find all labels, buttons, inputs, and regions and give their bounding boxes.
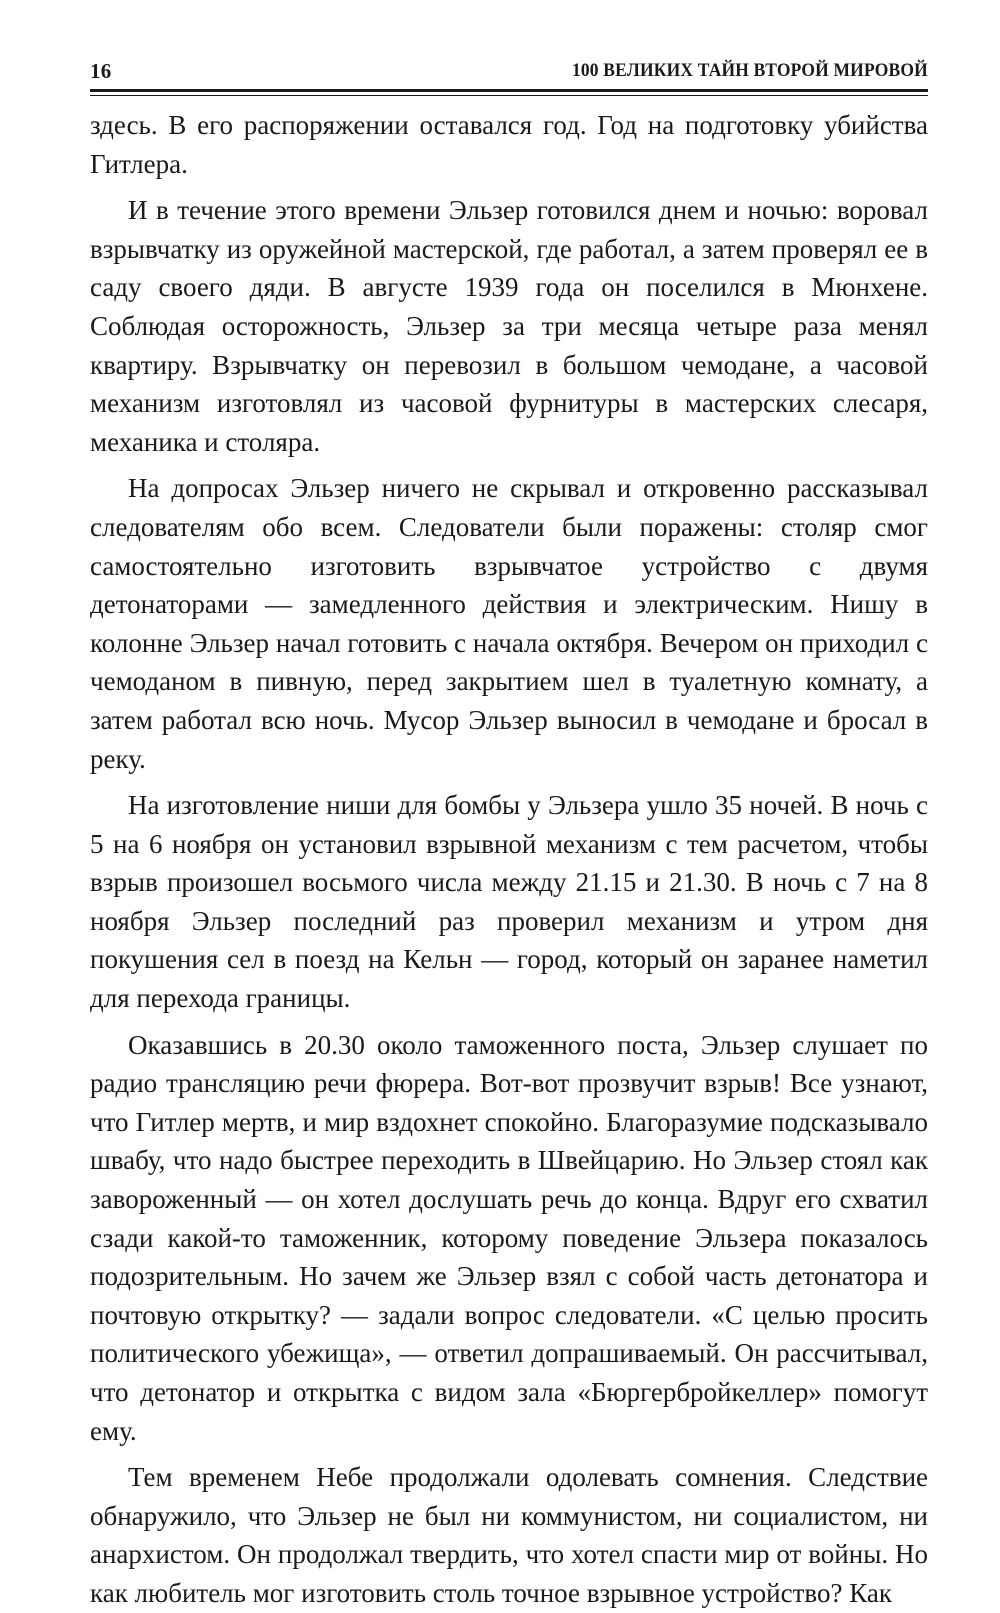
header-rule-thick: [90, 89, 928, 92]
page-number: 16: [90, 59, 112, 83]
book-title: 100 ВЕЛИКИХ ТАЙН ВТОРОЙ МИРОВОЙ: [572, 60, 928, 81]
book-page: [90, 55, 928, 1613]
paragraph: На изготовление ниши для бомбы у Эльзера ушло 35 ночей. В ночь с 5 на 6 ноября он установил взрывной механизм с тем расчетом, чтобы взрыв произошел восьмого числа между 21.15 и 21.30. В ночь с 7 на 8 ноября Эльзер последний раз проверил механизм и утром дня покушения сел в поезд на Кельн — город, который он заранее наметил для перехода границы.: [90, 790, 928, 1014]
paragraph: здесь. В его распоряжении оставался год. Год на подготовку убийства Гитлера.: [90, 110, 928, 179]
paragraph: Оказавшись в 20.30 около таможенного поста, Эльзер слушает по радио трансляцию речи фюрера. Вот-вот прозвучит взрыв! Все узнают, что Гитлер мертв, и мир вздохнет спокойно. Благоразумие подсказывало швабу, что надо быстрее переходить в Швейцарию. Но Эльзер стоял как завороженный — он хотел дослушать речь до конца. Вдруг его схватил сзади какой-то таможенник, которому поведение Эльзера показалось подозрительным. Но зачем же Эльзер взял с собой часть детонатора и почтовую открытку? — задали вопрос следователи. «С целью просить политического убежища», — ответил допрашиваемый. Он рассчитывал, что детонатор и открытка с видом зала «Бюргербройкеллер» помогут ему.: [90, 1029, 928, 1446]
paragraph: На допросах Эльзер ничего не скрывал и откровенно рассказывал следователям обо всем. Следователи были поражены: столяр смог самостоятельно изготовить взрывчатое устройство с двумя детонаторами — замедленного действия и электрическим. Нишу в колонне Эльзер начал готовить с начала октября. Вечером он приходил с чемоданом в пивную, перед закрытием шел в туалетную комнату, а затем работал всю ночь. Мусор Эльзер выносил в чемодане и бросал в реку.: [90, 473, 928, 774]
running-header: [90, 55, 928, 85]
paragraph: Тем временем Небе продолжали одолевать сомнения. Следствие обнаружило, что Эльзер не был ни коммунистом, ни социалистом, ни анархистом. Он продолжал твердить, что хотел спасти мир от войны. Но как любитель мог изготовить столь точное взрывное устройство? Как: [90, 1462, 928, 1608]
header-rule-thin: [90, 95, 928, 96]
paragraph: И в течение этого времени Эльзер готовился днем и ночью: воровал взрывчатку из оружейной мастерской, где работал, а затем проверял ее в саду своего дяди. В августе 1939 года он поселился в Мюнхене. Соблюдая осторожность, Эльзер за три месяца четыре раза менял квартиру. Взрывчатку он перевозил в большом чемодане, а часовой механизм изготовлял из часовой фурнитуры в мастерских слесаря, механика и столяра.: [90, 195, 928, 457]
body-text: [90, 106, 928, 1613]
